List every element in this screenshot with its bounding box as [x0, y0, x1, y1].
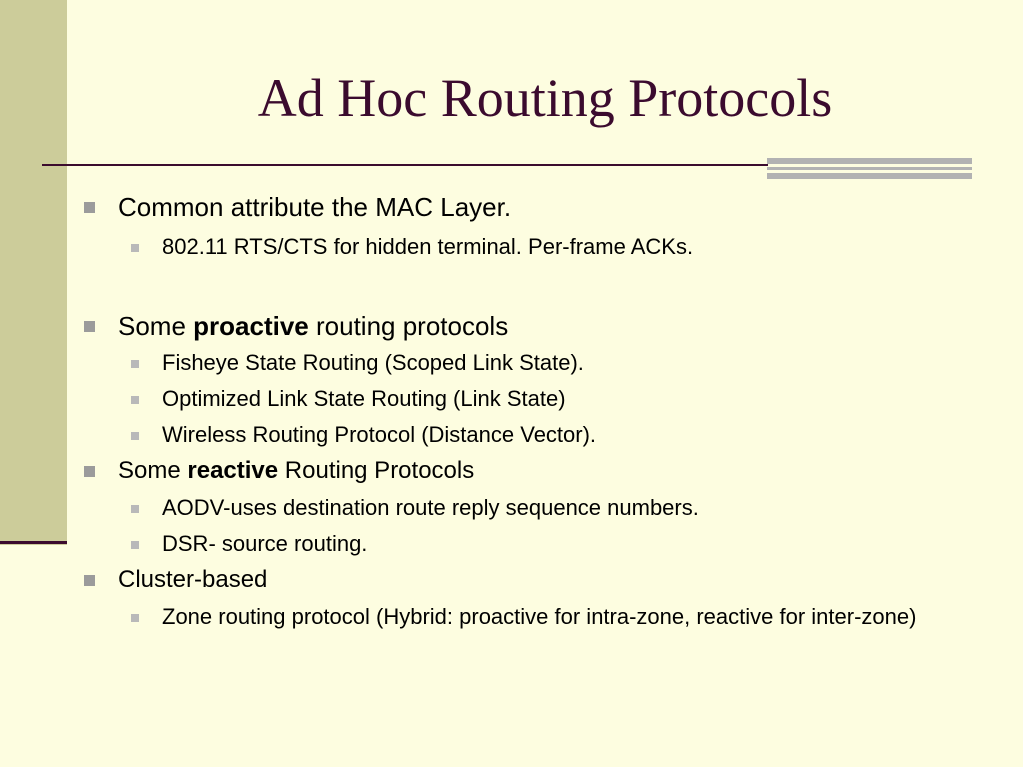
sub-bullet-text: Fisheye State Routing (Scoped Link State).	[162, 350, 584, 375]
sub-bullet-text: Optimized Link State Routing (Link State)	[162, 386, 566, 411]
square-bullet-icon	[131, 396, 139, 404]
sub-bullet-item	[162, 384, 566, 414]
sub-bullet-text: Wireless Routing Protocol (Distance Vector).	[162, 422, 597, 447]
bullet-item	[118, 192, 511, 222]
bullet-item	[118, 456, 474, 486]
bullet-text-prefix: Some	[118, 311, 194, 341]
bullet-text: Common attribute the MAC Layer.	[118, 192, 512, 222]
square-bullet-icon	[84, 202, 95, 213]
bullet-item	[118, 565, 267, 595]
sub-bullet-item	[162, 493, 699, 523]
sub-bullet-text: DSR- source routing.	[162, 531, 368, 556]
bullet-item	[118, 311, 508, 341]
sub-bullet-item	[162, 348, 584, 378]
square-bullet-icon	[131, 432, 139, 440]
square-bullet-icon	[84, 466, 95, 477]
square-bullet-icon	[84, 575, 95, 586]
slide-title: Ad Hoc Routing Protocols	[257, 68, 833, 128]
sub-bullet-text: AODV-uses destination route reply sequence numbers.	[162, 495, 699, 520]
bullet-text-prefix: Some	[118, 457, 188, 484]
sub-bullet-item	[162, 529, 367, 559]
sub-bullet-item	[162, 602, 962, 632]
bullet-text-suffix: routing protocols	[308, 311, 509, 341]
square-bullet-icon	[131, 614, 139, 622]
square-bullet-icon	[84, 321, 95, 332]
bullet-text-bold: proactive	[193, 311, 309, 341]
square-bullet-icon	[131, 505, 139, 513]
sub-bullet-item	[162, 232, 693, 262]
square-bullet-icon	[131, 360, 139, 368]
sub-bullet-text: Zone routing protocol (Hybrid: proactive for intra-zone, reactive for inter-zone)	[162, 604, 917, 629]
sub-bullet-text: 802.11 RTS/CTS for hidden terminal. Per-frame ACKs.	[162, 234, 694, 259]
bullet-text-suffix: Routing Protocols	[278, 457, 475, 484]
square-bullet-icon	[131, 244, 139, 252]
bullet-text: Cluster-based	[118, 566, 268, 593]
square-bullet-icon	[131, 541, 139, 549]
sub-bullet-item	[162, 420, 596, 450]
bullet-text-bold: reactive	[187, 457, 279, 484]
